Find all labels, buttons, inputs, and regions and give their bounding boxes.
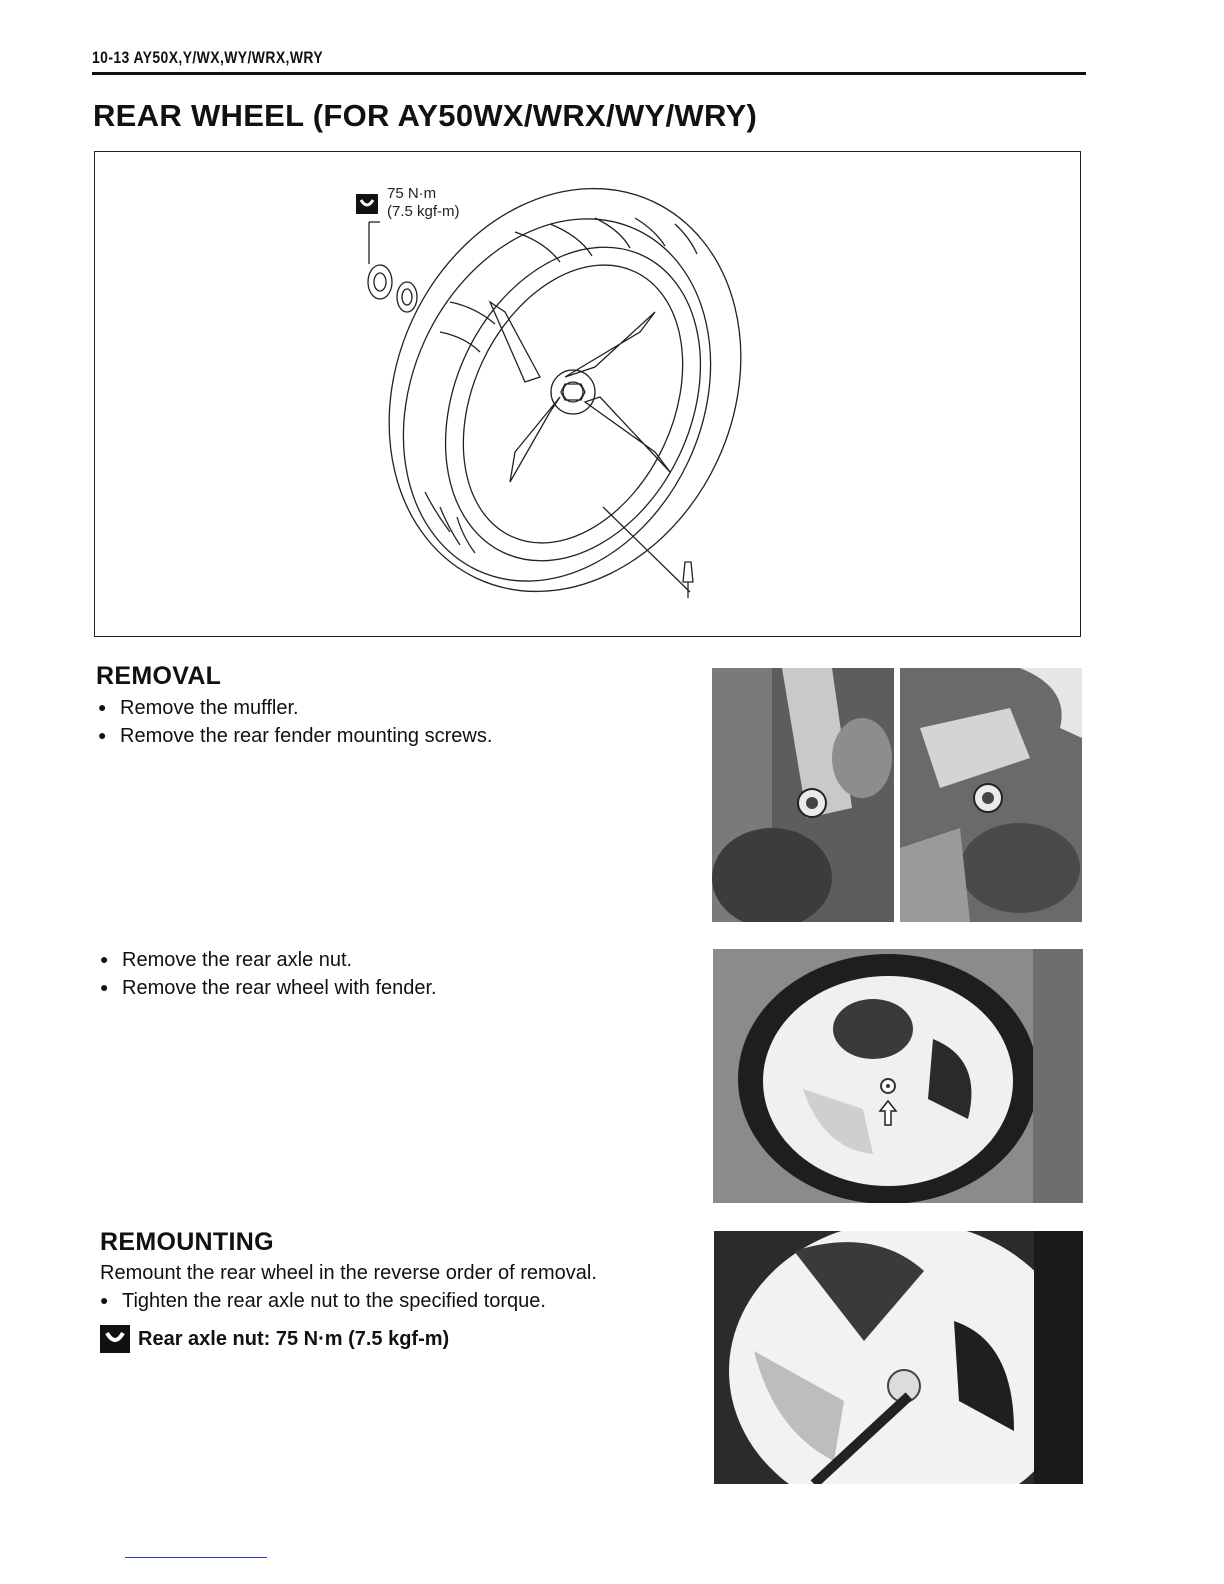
footer-rule xyxy=(125,1557,267,1558)
rear-wheel-exploded-diagram xyxy=(94,151,1081,637)
photo-fender-screw-left xyxy=(712,668,894,922)
remounting-step: ● Tighten the rear axle nut to the specified torque. xyxy=(100,1290,546,1313)
removal-step-4: ● Remove the rear wheel with fender. xyxy=(100,977,437,1000)
removal-step-3: ● Remove the rear axle nut. xyxy=(100,949,352,972)
removal-step-2: ● Remove the rear fender mounting screws. xyxy=(98,725,492,748)
photo-fender-screw-right xyxy=(900,668,1082,922)
torque-value: 75 N·m xyxy=(387,185,437,202)
torque-wrench-icon xyxy=(100,1325,130,1353)
photo-rear-axle-nut xyxy=(713,949,1083,1203)
wheel-line-drawing xyxy=(95,152,1082,638)
axle-nut-torque-spec xyxy=(100,1325,449,1353)
torque-wrench-icon xyxy=(356,194,378,214)
removal-step-1: ● Remove the muffler. xyxy=(98,697,299,720)
remounting-heading: REMOUNTING xyxy=(100,1228,274,1256)
removal-heading: REMOVAL xyxy=(96,662,222,690)
photo-tighten-axle-nut xyxy=(714,1231,1083,1484)
axle-nut-torque-text: Rear axle nut: 75 N·m (7.5 kgf-m) xyxy=(138,1327,450,1350)
torque-value-kgf: (7.5 kgf-m) xyxy=(387,203,460,220)
remounting-intro: Remount the rear wheel in the reverse order of removal. xyxy=(100,1262,597,1284)
page-reference: 10-13 AY50X,Y/WX,WY/WRX,WRY xyxy=(92,48,324,67)
page-header xyxy=(92,46,1086,75)
page-title: REAR WHEEL (FOR AY50WX/WRX/WY/WRY) xyxy=(93,98,758,133)
